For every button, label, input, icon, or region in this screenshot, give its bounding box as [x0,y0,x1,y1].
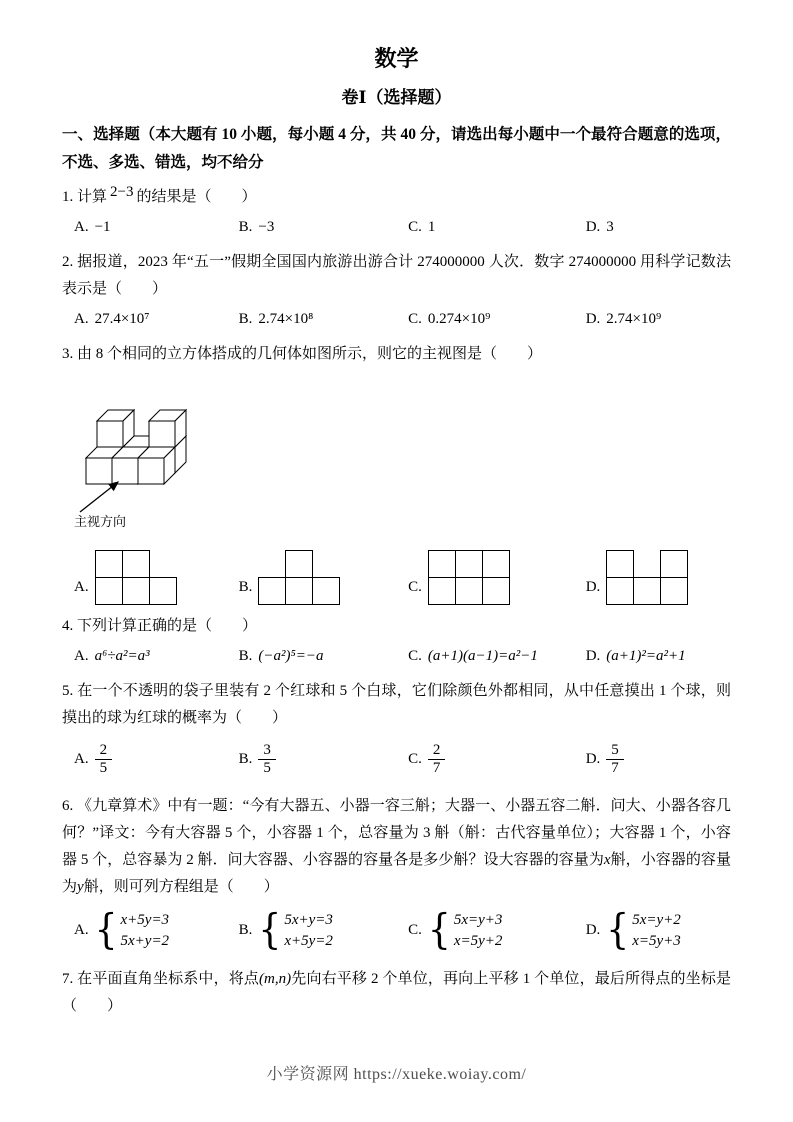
option-label: C. [408,218,422,235]
option-label: B. [238,578,253,595]
option-label: A. [74,922,89,939]
equation-2: 5x+y=2 [120,932,170,949]
option-a [74,306,239,333]
option-b [239,643,409,670]
q6-variable-x: x [603,851,611,868]
option-text: 27.4×10⁷ [94,310,150,327]
option-d [586,735,731,785]
q1-stem-text-2: 的结果是（ ） [136,188,257,205]
q1-stem-formula: 2−3 [110,183,134,200]
option-formula: (−a²)⁵=−a [258,647,324,664]
option-a [74,214,239,241]
option-label: B. [238,751,253,768]
option-c [408,643,586,670]
option-b [239,306,409,333]
question-6-stem [62,793,731,901]
option-label: B. [238,647,253,664]
option-formula: (a+1)(a−1)=a²−1 [427,647,538,664]
option-label: D. [585,751,601,768]
option-label: C. [408,310,422,327]
option-label: B. [238,218,253,235]
equation-system [258,906,333,954]
question-1-options [62,214,731,241]
option-b [239,550,409,605]
option-c [408,306,586,333]
q6-variable-y: y [77,878,84,895]
option-label: D. [585,647,601,664]
equation-1: x+5y=3 [120,912,170,929]
q7-stem-text-2: 先向右平移 2 个单位，再向上平移 1 个单位，最后所得点的坐标是（ ） [62,970,731,1014]
question-3-options [62,550,731,605]
question-7 [62,966,731,1020]
question-4-options [62,643,731,670]
question-6 [62,793,731,958]
option-a [74,904,239,958]
fraction-numerator: 2 [95,742,113,760]
brace-symbol: { [94,906,118,954]
question-3-stem: 3. 由 8 个相同的立方体搭成的几何体如图所示，则它的主视图是（ ） [62,345,543,362]
equation-2: x=5y+2 [453,932,503,949]
option-label: D. [585,578,601,595]
question-1-stem [62,184,731,211]
cubes-group [86,410,186,484]
question-5-options [62,735,731,785]
question-3 [62,341,731,605]
brace-symbol: { [606,906,630,954]
question-2-options [62,306,731,333]
option-text: 3 [606,218,614,235]
fraction-denominator: 5 [263,760,271,777]
option-c [408,735,586,785]
option-text: 1 [427,218,436,235]
fraction-numerator: 5 [606,742,624,760]
option-label: C. [408,647,422,664]
front-view-grid-b [258,550,340,605]
option-label: B. [238,310,253,327]
option-label: B. [238,922,253,939]
q1-stem-text: 1. 计算 [62,188,108,205]
q6-stem-text: 6. 《九章算术》中有一题：“今有大器五、小器一容三斛；大器一、小器五容二斛．问大、小器各容几何？”译文：今有大容器 5 个，小容器 1 个，总容量为 3 斛（斛：古代容量单位）；大容器 1 个，小容器 5 个，总容暴为 2 斛．问大容器、小容器的容量各是多少斛？设大容器的容量为 [62,797,731,868]
option-label: D. [585,218,601,235]
fraction [606,742,624,778]
option-a [74,735,239,785]
question-5-stem: 5. 在一个不透明的袋子里装有 2 个红球和 5 个白球，它们除颜色外都相同，从中任意摸出 1 个球，则摸出的球为红球的概率为（ ） [62,682,731,726]
question-6-options [62,904,731,958]
page-title: 数学 [374,46,419,71]
brace-symbol: { [427,906,451,954]
option-label: C. [408,922,422,939]
front-view-grid-d [606,550,688,605]
option-a [74,643,239,670]
view-direction-label: 主视方向 [74,513,127,529]
option-c [408,550,586,605]
option-label: D. [585,922,601,939]
equation-1: 5x+y=3 [284,912,333,929]
equation-system [427,906,503,954]
watermark-footer: 小学资源网 https://xueke.woiay.com/ [266,1066,527,1084]
front-view-grid-a [95,550,177,605]
equation-system [94,906,170,954]
view-direction-arrow-icon [80,482,118,512]
option-label: C. [408,751,422,768]
option-b [239,735,409,785]
option-c [408,904,586,958]
option-d [586,643,731,670]
equation-system [606,906,681,954]
fraction [428,742,446,778]
q6-stem-text-2: 斛，小容器的容量为 [62,851,731,895]
question-1 [62,184,731,241]
question-4-stem: 4. 下列计算正确的是（ ） [62,617,258,634]
front-view-grid-c [428,550,510,605]
option-label: A. [74,310,89,327]
q7-stem-point: (m,n) [259,970,292,987]
option-label: C. [408,578,422,595]
option-label: A. [74,751,89,768]
option-formula: (a+1)²=a²+1 [606,647,686,664]
question-4 [62,613,731,670]
option-c [408,214,586,241]
option-label: A. [74,647,89,664]
section-header: 一、选择题（本大题有 10 小题，每小题 4 分，共 40 分，请选出每小题中一个最符合题意的选项，不选、多选、错选，均不给分 [62,126,731,171]
fraction-denominator: 7 [611,760,619,777]
brace-symbol: { [258,906,282,954]
q6-stem-text-3: 斛，则可列方程组是（ ） [83,878,279,895]
option-label: A. [74,578,89,595]
option-text: 2.74×10⁹ [606,310,662,327]
fraction-numerator: 3 [258,742,276,760]
cube-figure [72,372,731,540]
option-text: 2.74×10⁸ [258,310,314,327]
question-2 [62,249,731,333]
option-a [74,550,239,605]
option-label: D. [585,310,601,327]
fraction [95,742,113,778]
fraction [258,742,276,778]
option-text: 0.274×10⁹ [427,310,491,327]
fraction-denominator: 5 [99,760,108,777]
equation-1: 5x=y+3 [453,912,503,929]
question-2-stem: 2. 据报道，2023 年“五一”假期全国国内旅游出游合计 274000000 人次．数字 274000000 用科学记数法表示是（ ） [62,253,731,297]
equation-2: x=5y+3 [632,932,681,949]
equation-2: x+5y=2 [284,932,333,949]
q7-stem-text: 7. 在平面直角坐标系中，将点 [62,970,260,987]
option-text: −3 [258,218,275,235]
option-text: −1 [94,218,111,235]
option-d [586,550,731,605]
fraction-numerator: 2 [428,742,446,760]
question-5 [62,678,731,785]
section-subtitle: 卷Ⅰ（选择题） [341,87,452,107]
question-7-stem [62,966,731,1020]
cube-figure-svg [72,372,232,530]
option-b [239,904,409,958]
option-d [586,214,731,241]
option-b [239,214,409,241]
option-formula: a⁶÷a²=a³ [94,647,150,664]
option-d [586,904,731,958]
fraction-denominator: 7 [432,760,441,777]
option-d [586,306,731,333]
equation-1: 5x=y+2 [632,912,681,929]
option-label: A. [74,218,89,235]
